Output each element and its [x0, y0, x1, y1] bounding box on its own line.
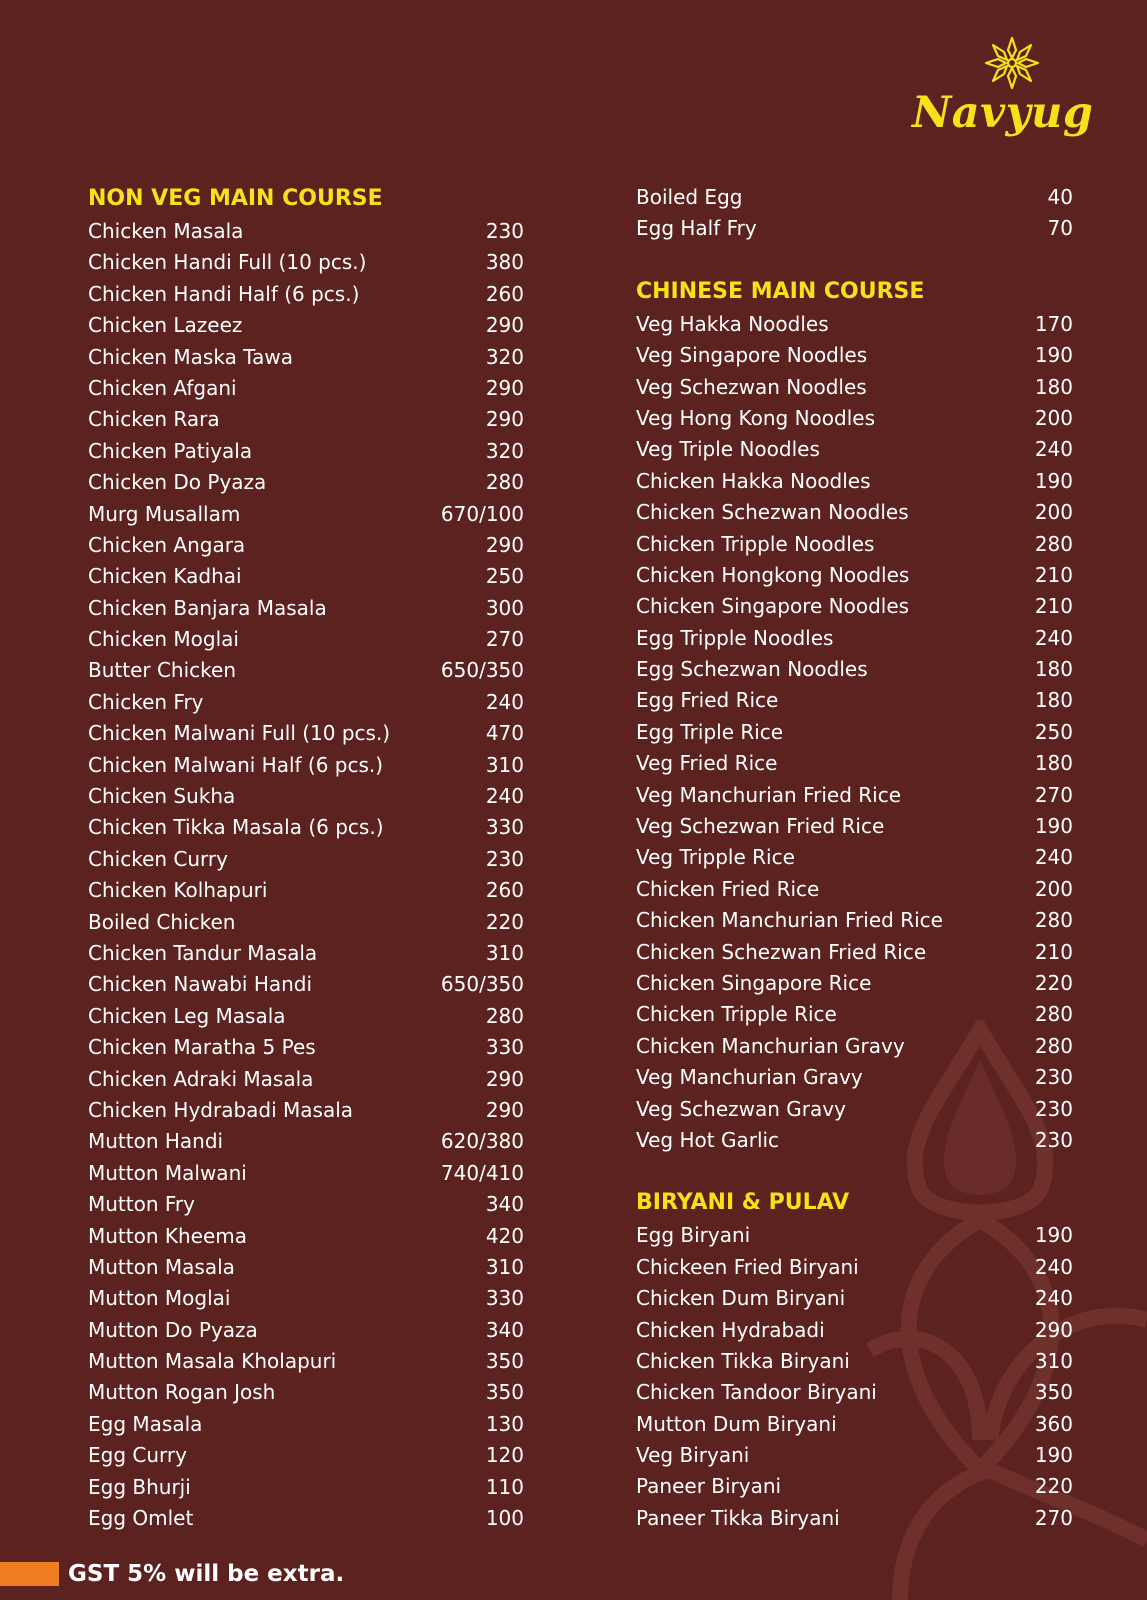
menu-item: [636, 1220, 1073, 1251]
menu-item-price: 120: [485, 1443, 524, 1468]
menu-item-name: Mutton Rogan Josh: [88, 1380, 276, 1405]
menu-item-name: Veg Hong Kong Noodles: [636, 405, 875, 430]
menu-item-name: Chicken Tandur Masala: [88, 940, 318, 965]
menu-item: [88, 247, 524, 278]
menu-item: [636, 340, 1073, 371]
menu-item-price: 310: [485, 752, 524, 777]
menu-item-name: Chicken Leg Masala: [88, 1003, 286, 1028]
brand-logo: [912, 36, 1122, 156]
menu-item: [636, 1440, 1073, 1471]
section-spacer: [636, 245, 1073, 275]
menu-item: [636, 717, 1073, 748]
menu-item-name: Chicken Kadhai: [88, 564, 242, 589]
brand-name: Navyug: [912, 88, 1094, 138]
menu-item: [88, 1189, 524, 1220]
menu-item: [88, 216, 524, 247]
menu-item-name: Chicken Handi Half (6 pcs.): [88, 281, 360, 306]
menu-item-name: Egg Omlet: [88, 1506, 194, 1531]
menu-item-name: Chicken Kolhapuri: [88, 878, 268, 903]
menu-item-name: Chicken Rara: [88, 407, 220, 432]
menu-item: [88, 1472, 524, 1503]
menu-item-name: Mutton Dum Biryani: [636, 1411, 837, 1436]
menu-item-name: Chicken Tikka Masala (6 pcs.): [88, 815, 384, 840]
menu-item-name: Egg Fried Rice: [636, 688, 779, 713]
menu-item: [88, 938, 524, 969]
menu-item-name: Chicken Tandoor Biryani: [636, 1380, 877, 1405]
menu-item-price: 170: [1034, 311, 1073, 336]
menu-item-name: Paneer Tikka Biryani: [636, 1505, 840, 1530]
menu-item: [636, 1283, 1073, 1314]
menu-item-price: 330: [485, 1035, 524, 1060]
menu-item: [88, 1315, 524, 1346]
menu-item: [636, 874, 1073, 905]
menu-item: [636, 623, 1073, 654]
menu-item-name: Chicken Moglai: [88, 627, 239, 652]
menu-item: [636, 466, 1073, 497]
menu-item: [636, 434, 1073, 465]
menu-item-name: Chicken Singapore Rice: [636, 970, 872, 995]
menu-item-name: Chicken Hydrabadi: [636, 1317, 825, 1342]
menu-item-price: 290: [485, 1066, 524, 1091]
menu-item: [88, 1001, 524, 1032]
menu-item-name: Chicken Manchurian Fried Rice: [636, 908, 943, 933]
menu-item: [636, 372, 1073, 403]
menu-item: [636, 1346, 1073, 1377]
menu-item-name: Chicken Maratha 5 Pes: [88, 1035, 316, 1060]
menu-item-price: 240: [1034, 437, 1073, 462]
menu-item-price: 200: [1034, 876, 1073, 901]
menu-item: [636, 403, 1073, 434]
menu-item-price: 180: [1034, 374, 1073, 399]
menu-item-price: 290: [485, 375, 524, 400]
menu-item-price: 240: [485, 689, 524, 714]
menu-item-price: 240: [485, 784, 524, 809]
menu-item-name: Chicken Hongkong Noodles: [636, 562, 910, 587]
menu-item: [88, 593, 524, 624]
menu-item-name: Chicken Sukha: [88, 784, 236, 809]
menu-item-price: 290: [485, 1097, 524, 1122]
menu-item-price: 180: [1034, 688, 1073, 713]
menu-item: [636, 309, 1073, 340]
menu-item: [88, 467, 524, 498]
menu-item-price: 290: [485, 407, 524, 432]
menu-item-name: Chicken Afgani: [88, 375, 237, 400]
menu-item: [636, 811, 1073, 842]
menu-item-price: 70: [1047, 216, 1073, 241]
menu-item-price: 110: [485, 1474, 524, 1499]
menu-item: [636, 968, 1073, 999]
menu-item-price: 270: [485, 627, 524, 652]
menu-item-name: Chicken Lazeez: [88, 313, 243, 338]
menu-item-price: 340: [485, 1317, 524, 1342]
menu-item-price: 290: [485, 313, 524, 338]
section-title: CHINESE MAIN COURSE: [636, 278, 925, 304]
menu-item-price: 190: [1034, 468, 1073, 493]
menu-item-name: Veg Schezwan Noodles: [636, 374, 867, 399]
section-spacer: [636, 1156, 1073, 1186]
menu-item-name: Paneer Biryani: [636, 1474, 782, 1499]
menu-item: [88, 750, 524, 781]
menu-item-name: Chicken Dum Biryani: [636, 1286, 846, 1311]
menu-item-price: 200: [1034, 405, 1073, 430]
menu-item: [636, 182, 1073, 213]
menu-item-price: 240: [1034, 1286, 1073, 1311]
menu-item-name: Egg Schezwan Noodles: [636, 657, 868, 682]
menu-item: [88, 1377, 524, 1408]
menu-item-name: Murg Musallam: [88, 501, 241, 526]
menu-item: [88, 781, 524, 812]
menu-item: [636, 1315, 1073, 1346]
menu-item-price: 670/100: [440, 501, 524, 526]
menu-item-price: 270: [1034, 1505, 1073, 1530]
menu-item-price: 190: [1034, 1223, 1073, 1248]
menu-item: [88, 687, 524, 718]
menu-item: [636, 842, 1073, 873]
menu-item: [88, 1503, 524, 1534]
star-flower-emblem-icon: [982, 36, 1042, 90]
menu-item-price: 350: [485, 1380, 524, 1405]
menu-item-name: Veg Hakka Noodles: [636, 311, 829, 336]
menu-item-price: 280: [485, 470, 524, 495]
menu-item: [88, 530, 524, 561]
menu-item-price: 380: [485, 250, 524, 275]
menu-item: [88, 561, 524, 592]
menu-item-price: 470: [485, 721, 524, 746]
menu-column-right: [636, 182, 1073, 1534]
menu-item-name: Chicken Singapore Noodles: [636, 594, 910, 619]
menu-item-price: 330: [485, 1286, 524, 1311]
menu-item: [88, 907, 524, 938]
menu-item: [88, 373, 524, 404]
menu-item-name: Chicken Hakka Noodles: [636, 468, 871, 493]
menu-item: [88, 1158, 524, 1189]
menu-item: [88, 310, 524, 341]
menu-item-price: 240: [1034, 1254, 1073, 1279]
menu-item-price: 230: [485, 846, 524, 871]
menu-item: [88, 624, 524, 655]
menu-item: [636, 591, 1073, 622]
menu-item-name: Egg Triple Rice: [636, 719, 784, 744]
menu-item-name: Chicken Curry: [88, 846, 228, 871]
menu-item-name: Egg Curry: [88, 1443, 187, 1468]
menu-item-price: 210: [1034, 562, 1073, 587]
menu-item: [636, 1062, 1073, 1093]
menu-item-name: Egg Bhurji: [88, 1474, 191, 1499]
menu-item-name: Chicken Tikka Biryani: [636, 1348, 850, 1373]
menu-item-name: Mutton Kheema: [88, 1223, 248, 1248]
menu-item: [636, 999, 1073, 1030]
menu-item-price: 280: [485, 1003, 524, 1028]
menu-item-price: 280: [1034, 531, 1073, 556]
menu-item-price: 280: [1034, 1002, 1073, 1027]
menu-item: [636, 1409, 1073, 1440]
menu-item-name: Mutton Do Pyaza: [88, 1317, 258, 1342]
menu-item-name: Egg Tripple Noodles: [636, 625, 834, 650]
menu-item: [88, 1095, 524, 1126]
menu-item: [636, 213, 1073, 244]
menu-item-price: 300: [485, 595, 524, 620]
menu-item: [636, 780, 1073, 811]
menu-item-price: 260: [485, 878, 524, 903]
menu-item: [636, 1252, 1073, 1283]
menu-item-name: Veg Schezwan Fried Rice: [636, 814, 885, 839]
menu-item: [636, 560, 1073, 591]
menu-item-price: 240: [1034, 845, 1073, 870]
menu-item: [88, 812, 524, 843]
menu-item-name: Veg Hot Garlic: [636, 1127, 780, 1152]
menu-item-price: 200: [1034, 500, 1073, 525]
menu-item-price: 280: [1034, 1033, 1073, 1058]
menu-item-price: 180: [1034, 657, 1073, 682]
menu-item-name: Mutton Handi: [88, 1129, 224, 1154]
menu-item-name: Chicken Nawabi Handi: [88, 972, 313, 997]
menu-item-price: 340: [485, 1192, 524, 1217]
menu-item-name: Chicken Fried Rice: [636, 876, 820, 901]
menu-item-price: 330: [485, 815, 524, 840]
menu-item-price: 210: [1034, 594, 1073, 619]
menu-item-price: 360: [1034, 1411, 1073, 1436]
menu-item: [88, 1252, 524, 1283]
menu-item-price: 320: [485, 438, 524, 463]
menu-item: [88, 342, 524, 373]
menu-item-name: Boiled Chicken: [88, 909, 236, 934]
menu-item-price: 230: [1034, 1096, 1073, 1121]
menu-item-name: Veg Triple Noodles: [636, 437, 820, 462]
section-title: BIRYANI & PULAV: [636, 1190, 850, 1216]
menu-item-price: 100: [485, 1506, 524, 1531]
menu-item-name: Chicken Hydrabadi Masala: [88, 1097, 354, 1122]
menu-column-left: [88, 182, 524, 1534]
menu-item-price: 230: [1034, 1065, 1073, 1090]
menu-item-name: Chicken Banjara Masala: [88, 595, 327, 620]
menu-item-name: Chicken Masala: [88, 219, 244, 243]
menu-item-price: 220: [1034, 970, 1073, 995]
menu-item-name: Veg Tripple Rice: [636, 845, 795, 870]
menu-item: [88, 875, 524, 906]
menu-item: [88, 1346, 524, 1377]
footer: [0, 1557, 600, 1591]
menu-item-name: Mutton Malwani: [88, 1160, 247, 1185]
menu-item-price: 250: [1034, 719, 1073, 744]
menu-item-price: 210: [1034, 939, 1073, 964]
menu-item: [636, 905, 1073, 936]
menu-item-price: 240: [1034, 625, 1073, 650]
menu-item: [636, 529, 1073, 560]
menu-item-name: Veg Fried Rice: [636, 751, 778, 776]
menu-item-name: Chicken Schezwan Fried Rice: [636, 939, 927, 964]
menu-item: [88, 1283, 524, 1314]
menu-item: [88, 1032, 524, 1063]
menu-item-price: 260: [485, 281, 524, 306]
menu-item-price: 250: [485, 564, 524, 589]
menu-item-price: 220: [485, 909, 524, 934]
menu-item-name: Chicken Malwani Half (6 pcs.): [88, 752, 384, 777]
menu-item-price: 190: [1034, 343, 1073, 368]
menu-item-name: Veg Singapore Noodles: [636, 343, 868, 368]
menu-item: [88, 969, 524, 1000]
menu-item: [636, 1377, 1073, 1408]
menu-item-price: 740/410: [440, 1160, 524, 1185]
menu-item-name: Chickeen Fried Biryani: [636, 1254, 859, 1279]
menu-item: [88, 1064, 524, 1095]
menu-item: [88, 655, 524, 686]
menu-item-name: Chicken Do Pyaza: [88, 470, 267, 495]
menu-item-name: Chicken Schezwan Noodles: [636, 500, 909, 525]
menu-item: [88, 1221, 524, 1252]
menu-item-name: Chicken Malwani Full (10 pcs.): [88, 721, 391, 746]
menu-item: [636, 497, 1073, 528]
menu-item-name: Veg Biryani: [636, 1443, 750, 1468]
menu-item: [88, 1440, 524, 1471]
menu-item-name: Chicken Adraki Masala: [88, 1066, 314, 1091]
menu-item-name: Egg Half Fry: [636, 216, 757, 241]
menu-item-price: 40: [1047, 185, 1073, 209]
menu-item-price: 310: [485, 1254, 524, 1279]
menu-item-price: 620/380: [440, 1129, 524, 1154]
menu-item: [636, 1031, 1073, 1062]
menu-item-name: Chicken Manchurian Gravy: [636, 1033, 905, 1058]
menu-item: [636, 1471, 1073, 1502]
menu-item-name: Chicken Maska Tawa: [88, 344, 293, 369]
menu-item: [636, 1125, 1073, 1156]
menu-item-price: 650/350: [440, 972, 524, 997]
menu-item: [636, 1503, 1073, 1534]
menu-item-price: 320: [485, 344, 524, 369]
gst-note: GST 5% will be extra.: [68, 1561, 345, 1587]
footer-accent-bar: [0, 1562, 59, 1586]
menu-item-name: Mutton Masala: [88, 1254, 235, 1279]
menu-item-price: 310: [1034, 1348, 1073, 1373]
menu-item-name: Boiled Egg: [636, 185, 743, 209]
menu-item-price: 350: [1034, 1380, 1073, 1405]
menu-item-name: Chicken Fry: [88, 689, 204, 714]
menu-item: [88, 844, 524, 875]
menu-item-name: Mutton Moglai: [88, 1286, 231, 1311]
menu-item: [636, 748, 1073, 779]
menu-item: [88, 279, 524, 310]
menu-item-price: 350: [485, 1349, 524, 1374]
section-title: NON VEG MAIN COURSE: [88, 186, 383, 211]
menu-item: [88, 499, 524, 530]
menu-item-price: 220: [1034, 1474, 1073, 1499]
menu-item: [88, 404, 524, 435]
menu-item-name: Mutton Masala Kholapuri: [88, 1349, 337, 1374]
menu-item-name: Mutton Fry: [88, 1192, 195, 1217]
menu-item-price: 130: [485, 1411, 524, 1436]
menu-item: [88, 1409, 524, 1440]
menu-item: [636, 654, 1073, 685]
menu-item-name: Egg Biryani: [636, 1223, 751, 1248]
menu-item: [88, 1126, 524, 1157]
menu-item-price: 650/350: [440, 658, 524, 683]
menu-item-price: 230: [1034, 1127, 1073, 1152]
menu-item-price: 270: [1034, 782, 1073, 807]
menu-item: [636, 937, 1073, 968]
menu-item-price: 180: [1034, 751, 1073, 776]
menu-item-name: Chicken Angara: [88, 532, 246, 557]
menu-item-price: 190: [1034, 814, 1073, 839]
menu-item-price: 280: [1034, 908, 1073, 933]
menu-item-name: Chicken Tripple Noodles: [636, 531, 875, 556]
menu-item-name: Chicken Patiyala: [88, 438, 253, 463]
menu-item-name: Egg Masala: [88, 1411, 203, 1436]
menu-item-price: 420: [485, 1223, 524, 1248]
menu-item-name: Veg Schezwan Gravy: [636, 1096, 846, 1121]
menu-item: [636, 685, 1073, 716]
menu-item-name: Butter Chicken: [88, 658, 237, 683]
menu-item-name: Veg Manchurian Gravy: [636, 1065, 863, 1090]
menu-item-name: Chicken Handi Full (10 pcs.): [88, 250, 367, 275]
menu-item: [88, 718, 524, 749]
menu-item-price: 230: [485, 219, 524, 243]
menu-item-price: 310: [485, 940, 524, 965]
menu-item-name: Veg Manchurian Fried Rice: [636, 782, 902, 807]
menu-item-name: Chicken Tripple Rice: [636, 1002, 837, 1027]
menu-item-price: 190: [1034, 1443, 1073, 1468]
menu-item: [636, 1094, 1073, 1125]
menu-item-price: 290: [1034, 1317, 1073, 1342]
menu-item-price: 290: [485, 532, 524, 557]
menu-item: [88, 436, 524, 467]
